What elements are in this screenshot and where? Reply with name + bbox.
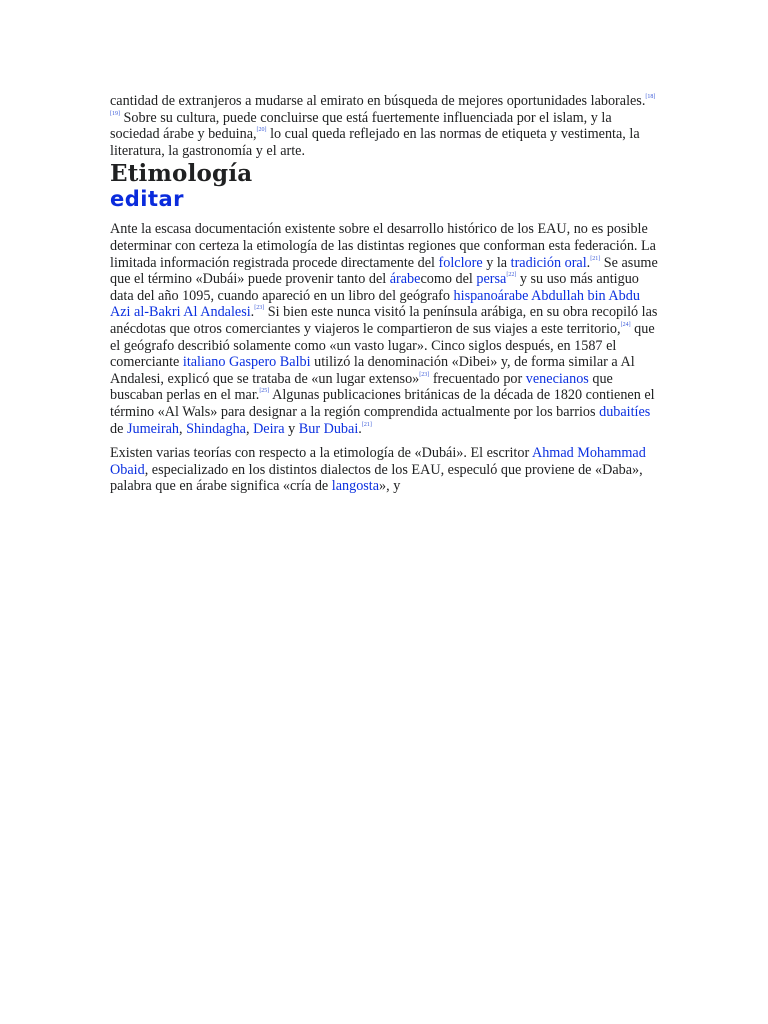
- reference-24[interactable]: [24]: [620, 321, 631, 328]
- text-run: .: [586, 254, 591, 271]
- reference-23[interactable]: [23]: [254, 305, 265, 312]
- text-run: .: [358, 420, 362, 437]
- reference-23[interactable]: [23]: [419, 371, 430, 378]
- link-dubaities[interactable]: dubaitíes: [599, 403, 651, 420]
- text-run: Si bien este nunca visitó la península arábiga, en su obra recopiló las anécdotas que otros comerciantes y viajeros le compartieron de sus viajes a este territorio,: [110, 304, 658, 337]
- text-run: ,: [178, 420, 187, 437]
- text-run: .: [250, 304, 255, 321]
- text-run: Existen varias teorías con respecto a la etimología de «Dubái». El escritor: [110, 445, 532, 462]
- reference-18-19[interactable]: [18][19]: [110, 94, 656, 117]
- text-run: y: [284, 420, 299, 437]
- text-run: frecuentado por: [429, 370, 526, 387]
- link-italiano[interactable]: italiano: [182, 354, 226, 371]
- reference-21[interactable]: [21]: [590, 255, 601, 262]
- link-deira[interactable]: Deira: [253, 420, 285, 437]
- etymology-paragraph-1: [110, 221, 658, 437]
- text-run: ,: [245, 420, 254, 437]
- link-persa[interactable]: persa: [476, 271, 507, 288]
- link-bur-dubai[interactable]: Bur Dubai: [298, 420, 359, 437]
- text-run: que el geógrafo describió solamente como «un vasto lugar». Cinco siglos después, en 1587 el comerciante: [110, 320, 655, 371]
- link-ahmad-mohammad-obaid[interactable]: Ahmad Mohammad Obaid: [110, 445, 646, 478]
- text-run: , especializado en los distintos dialectos de los EAU, especuló que proviene de «Daba», palabra que en árabe significa «cría de: [110, 461, 643, 495]
- link-shindagha[interactable]: Shindagha: [186, 420, 246, 437]
- link-venecianos[interactable]: venecianos: [525, 370, 589, 387]
- etymology-paragraph-2: [110, 445, 658, 495]
- text-run: cantidad de extranjeros a mudarse al emirato en búsqueda de mejores oportunidades laborales.: [110, 93, 646, 109]
- intro-paragraph: [110, 93, 658, 159]
- reference-22[interactable]: [22]: [506, 272, 517, 279]
- text-run: utilizó la denominación «Dibei» y, de forma similar a Al Andalesi, explicó que se trataba de «un lugar extenso»: [110, 354, 635, 387]
- link-langosta[interactable]: langosta: [331, 478, 380, 495]
- section-heading: Etimología: [110, 160, 253, 188]
- link-gaspero-balbi[interactable]: Gaspero Balbi: [228, 354, 311, 371]
- text-run: Ante la escasa documentación existente sobre el desarrollo histórico de los EAU, no es posible determinar con certeza la etimología de las distintas regiones que conforman esta federación. La limitada información registrada procede directamente del: [110, 221, 656, 271]
- text-run: lo cual queda reflejado en las normas de etiqueta y vestimenta, la literatura, la gastronomía y el arte.: [110, 126, 640, 159]
- text-run: como del: [420, 271, 477, 288]
- text-run: de: [110, 420, 127, 437]
- link-folclore[interactable]: folclore: [438, 254, 483, 271]
- text-run: », y: [379, 478, 401, 495]
- reference-20[interactable]: [20]: [256, 127, 267, 134]
- link-hispanoarabe[interactable]: hispanoárabe: [453, 287, 529, 304]
- text-run: y su uso más antiguo data del año 1095, cuando apareció en un libro del geógrafo: [110, 271, 639, 304]
- edit-section-link[interactable]: editar: [110, 187, 185, 212]
- text-run: Sobre su cultura, puede concluirse que está fuertemente influenciada por el islam, y la sociedad árabe y beduina,: [110, 109, 612, 143]
- reference-25[interactable]: [25]: [259, 388, 270, 395]
- link-arabe[interactable]: árabe: [389, 271, 421, 288]
- text-run: Se asume que el término «Dubái» puede provenir tanto del: [110, 254, 658, 288]
- text-run: y la: [482, 254, 511, 271]
- link-tradicion-oral[interactable]: tradición oral: [510, 254, 587, 271]
- link-jumeirah[interactable]: Jumeirah: [126, 420, 179, 437]
- text-run: que buscaban perlas en el mar.: [110, 370, 613, 404]
- link-al-bakri[interactable]: Abdullah bin Abdu Azi al-Bakri Al Andalesi: [110, 287, 640, 321]
- reference-21[interactable]: [21]: [361, 421, 372, 428]
- text-run: Algunas publicaciones británicas de la década de 1820 contienen el término «Al Wals» para designar a la región comprendida actualmente por los barrios: [110, 387, 655, 420]
